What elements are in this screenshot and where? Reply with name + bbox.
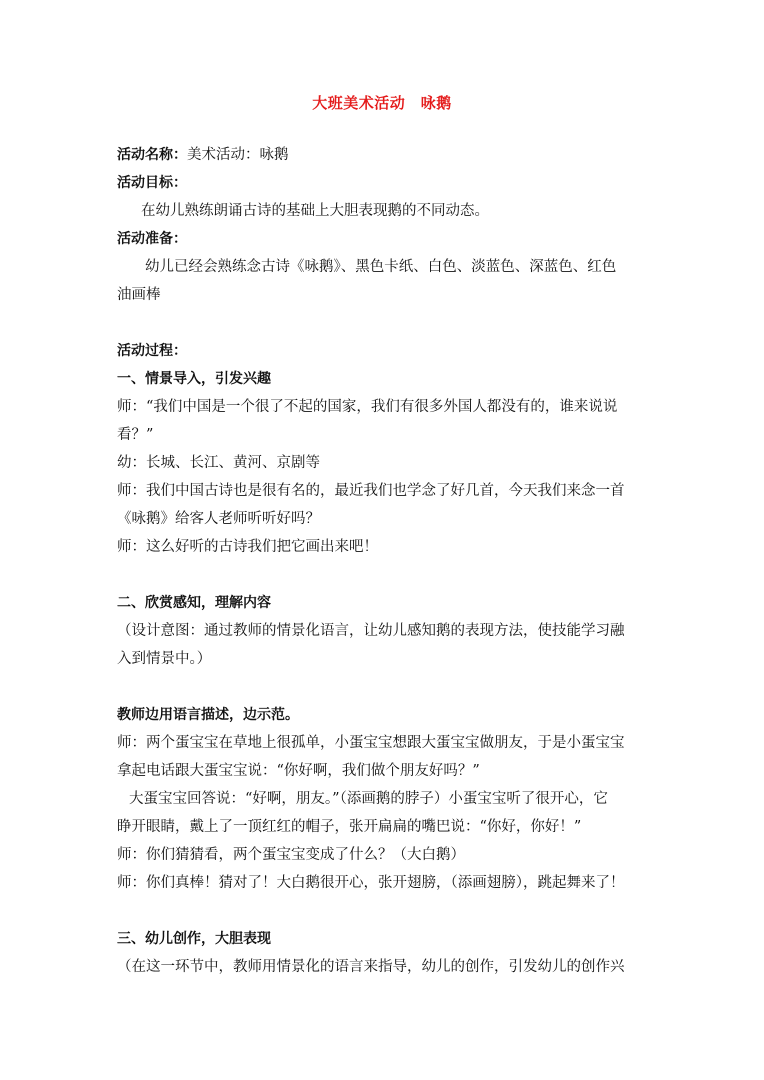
document-title: 大班美术活动 咏鹅: [312, 94, 452, 112]
subheading-demo: 教师边用语言描述，边示范。: [117, 707, 299, 723]
paragraph-line: 大蛋宝宝回答说：“好啊，朋友。”（添画鹅的脖子）小蛋宝宝听了很开心，它: [129, 791, 608, 807]
paragraph-line: 看？”: [117, 427, 154, 443]
paragraph-line: 幼：长城、长江、黄河、京剧等: [117, 455, 320, 471]
paragraph-line: 睁开眼睛，戴上了一顶红红的帽子，张开扁扁的嘴巴说：“你好，你好！”: [117, 819, 582, 835]
section-heading-3: 三、幼儿创作，大胆表现: [117, 931, 271, 947]
section-heading-1: 一、情景导入，引发兴趣: [117, 371, 271, 387]
paragraph-line: 师：你们真棒！猜对了！大白鹅很开心，张开翅膀，（添画翅膀），跳起舞来了！: [117, 875, 625, 891]
activity-name-line: [117, 145, 289, 165]
activity-name-value: 美术活动：咏鹅: [187, 147, 289, 163]
paragraph-line: 幼儿已经会熟练念古诗《咏鹅》、黑色卡纸、白色、淡蓝色、深蓝色、红色: [145, 259, 617, 275]
heading-process: 活动过程：: [117, 343, 187, 359]
paragraph-line: 在幼儿熟练朗诵古诗的基础上大胆表现鹅的不同动态。: [141, 203, 489, 219]
paragraph-line: 师：我们中国古诗也是很有名的，最近我们也学念了好几首，今天我们来念一首: [117, 483, 625, 499]
paragraph-line: 拿起电话跟大蛋宝宝说：“你好啊，我们做个朋友好吗？”: [117, 763, 480, 779]
paragraph-line: 油画棒: [117, 287, 161, 303]
paragraph-line: 师：两个蛋宝宝在草地上很孤单，小蛋宝宝想跟大蛋宝宝做朋友，于是小蛋宝宝: [117, 735, 625, 751]
paragraph-line: 师：“我们中国是一个很了不起的国家，我们有很多外国人都没有的，谁来说说: [117, 399, 618, 415]
paragraph-line: 师：这么好听的古诗我们把它画出来吧！: [117, 539, 378, 555]
section-heading-2: 二、欣赏感知，理解内容: [117, 595, 271, 611]
paragraph-line: 入到情景中。）: [117, 651, 212, 667]
activity-name-label: 活动名称：: [117, 147, 187, 163]
heading-preparation: 活动准备：: [117, 231, 187, 247]
heading-goals: 活动目标：: [117, 175, 187, 191]
paragraph-line: （设计意图：通过教师的情景化语言，让幼儿感知鹅的表现方法，使技能学习融: [117, 623, 625, 639]
paragraph-line: 师：你们猜猜看，两个蛋宝宝变成了什么？（大白鹅）: [117, 847, 465, 863]
paragraph-line: 《咏鹅》给客人老师听听好吗？: [117, 511, 320, 527]
paragraph-line: （在这一环节中，教师用情景化的语言来指导，幼儿的创作，引发幼儿的创作兴: [117, 959, 625, 975]
